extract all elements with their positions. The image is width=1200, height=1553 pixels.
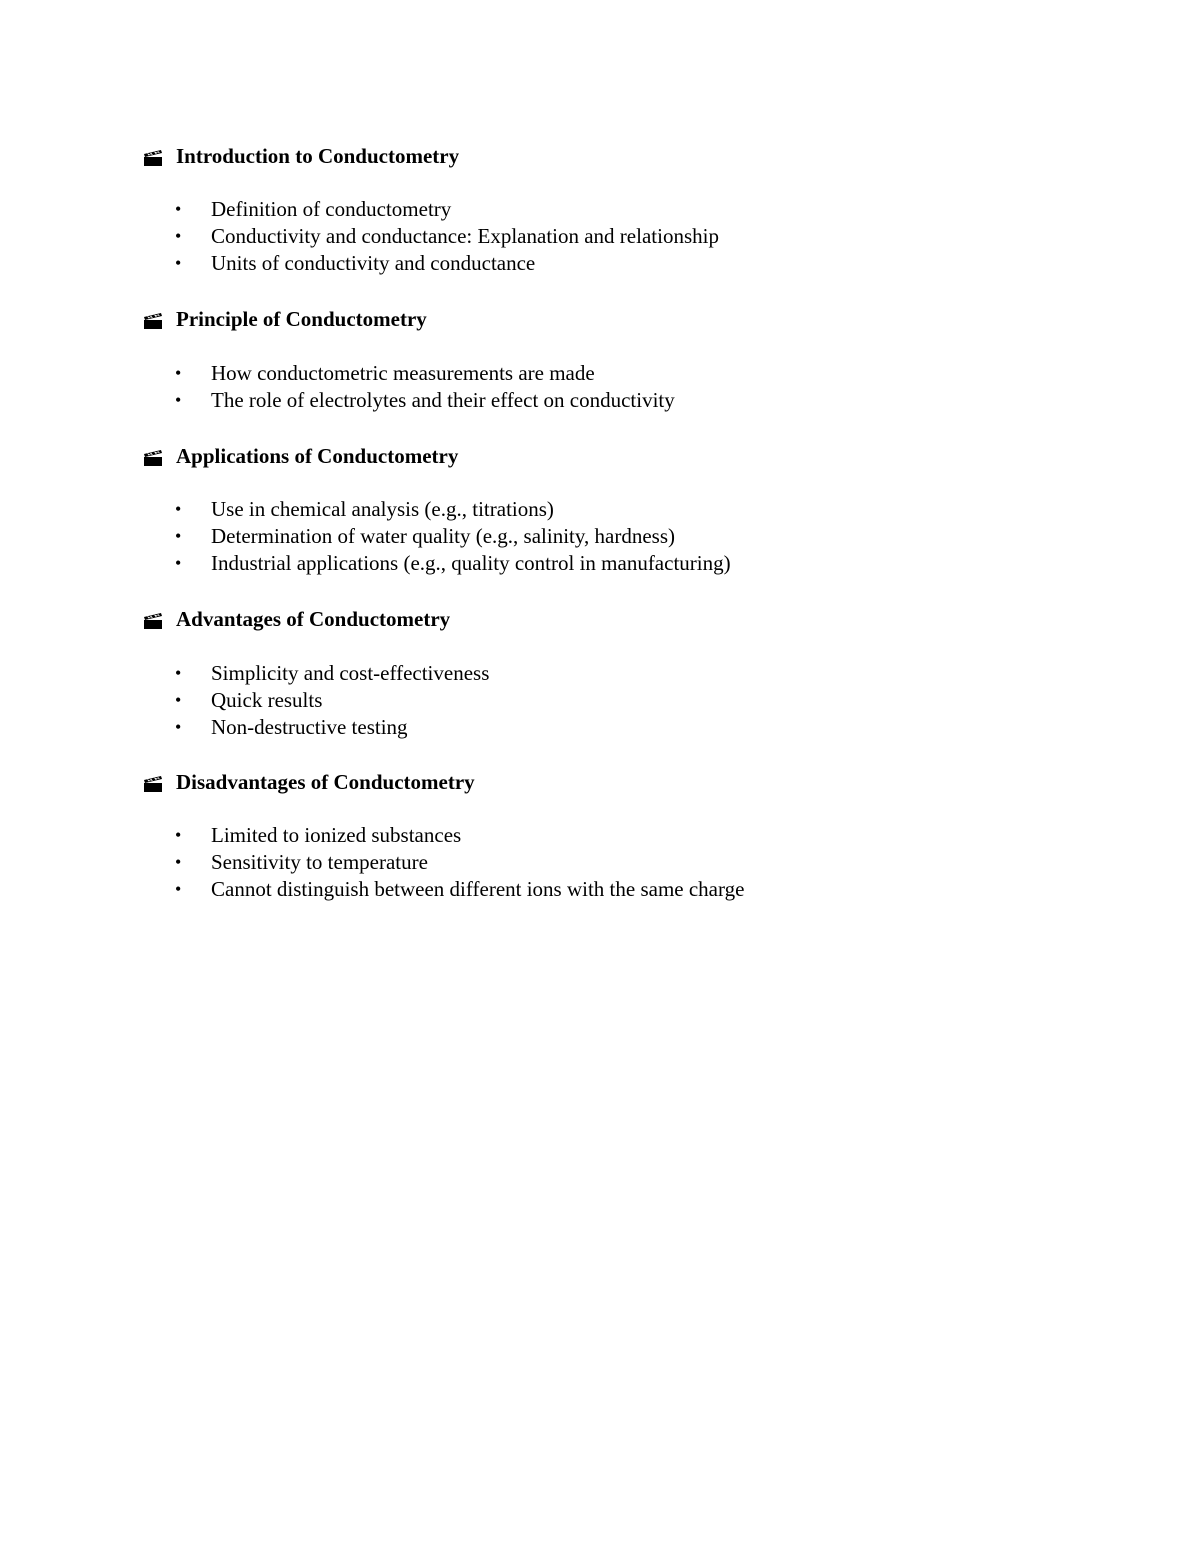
bullet-list [143, 196, 1043, 277]
bullet-icon: • [175, 553, 182, 573]
list-item-text: Cannot distinguish between different ions with the same charge [211, 877, 745, 901]
clapperboard-icon [143, 147, 163, 167]
list-item-text: Industrial applications (e.g., quality control in manufacturing) [211, 551, 731, 575]
list-item-text: Determination of water quality (e.g., salinity, hardness) [211, 524, 675, 548]
list-item-text: Use in chemical analysis (e.g., titrations) [211, 497, 554, 521]
section-principle [143, 305, 1043, 414]
list-item [143, 849, 1043, 876]
section-heading [143, 442, 1043, 470]
list-item [143, 387, 1043, 414]
list-item [143, 550, 1043, 577]
clapperboard-icon [143, 610, 163, 630]
list-item [143, 223, 1043, 250]
list-item-text: Conductivity and conductance: Explanation and relationship [211, 224, 719, 248]
section-title: Disadvantages of Conductometry [176, 770, 475, 794]
bullet-icon: • [175, 825, 182, 845]
bullet-icon: • [175, 363, 182, 383]
bullet-icon: • [175, 390, 182, 410]
section-heading [143, 768, 1043, 796]
bullet-list [143, 360, 1043, 414]
list-item [143, 360, 1043, 387]
bullet-icon: • [175, 879, 182, 899]
section-heading [143, 605, 1043, 633]
bullet-list [143, 496, 1043, 577]
section-title: Introduction to Conductometry [176, 144, 460, 168]
bullet-icon: • [175, 199, 182, 219]
bullet-list [143, 822, 1043, 903]
list-item [143, 250, 1043, 277]
bullet-icon: • [175, 226, 182, 246]
list-item [143, 523, 1043, 550]
bullet-icon: • [175, 253, 182, 273]
bullet-icon: • [175, 690, 182, 710]
list-item-text: Quick results [211, 688, 323, 712]
list-item-text: The role of electrolytes and their effect on conductivity [211, 388, 675, 412]
list-item [143, 196, 1043, 223]
bullet-icon: • [175, 499, 182, 519]
bullet-icon: • [175, 717, 182, 737]
list-item [143, 822, 1043, 849]
list-item [143, 714, 1043, 741]
section-title: Applications of Conductometry [176, 444, 459, 468]
list-item-text: Non-destructive testing [211, 715, 408, 739]
list-item [143, 687, 1043, 714]
section-heading [143, 305, 1043, 333]
bullet-icon: • [175, 526, 182, 546]
section-title: Principle of Conductometry [176, 307, 427, 331]
clapperboard-icon [143, 310, 163, 330]
bullet-list [143, 660, 1043, 741]
section-introduction [143, 142, 1043, 277]
bullet-icon: • [175, 663, 182, 683]
section-applications [143, 442, 1043, 577]
clapperboard-icon [143, 447, 163, 467]
list-item [143, 496, 1043, 523]
list-item-text: Simplicity and cost-effectiveness [211, 661, 490, 685]
list-item-text: Sensitivity to temperature [211, 850, 428, 874]
list-item [143, 876, 1043, 903]
list-item-text: How conductometric measurements are made [211, 361, 595, 385]
section-title: Advantages of Conductometry [176, 607, 451, 631]
list-item-text: Definition of conductometry [211, 197, 452, 221]
section-advantages [143, 605, 1043, 741]
clapperboard-icon [143, 773, 163, 793]
list-item-text: Limited to ionized substances [211, 823, 462, 847]
bullet-icon: • [175, 852, 182, 872]
list-item [143, 660, 1043, 687]
list-item-text: Units of conductivity and conductance [211, 251, 536, 275]
section-heading [143, 142, 1043, 170]
section-disadvantages [143, 768, 1043, 903]
